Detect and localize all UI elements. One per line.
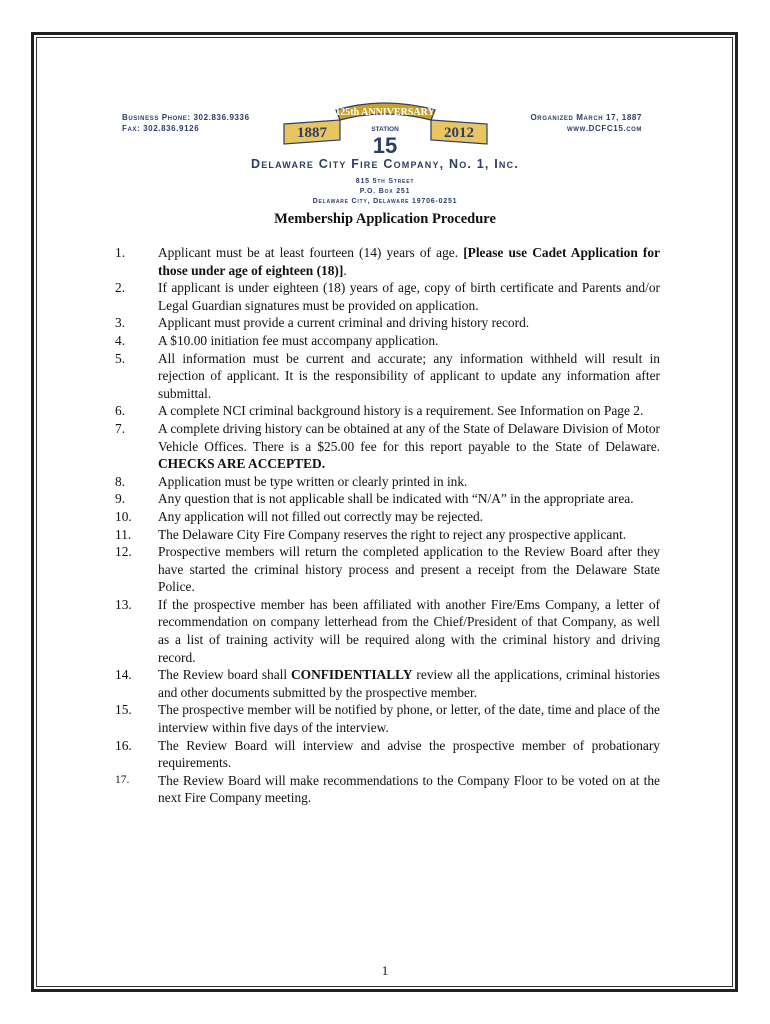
business-phone: Business Phone: 302.836.9336 bbox=[122, 113, 250, 122]
procedure-number: 12. bbox=[115, 544, 132, 560]
procedure-item bbox=[115, 526, 660, 544]
document-title: Membership Application Procedure bbox=[274, 211, 496, 227]
procedure-text: All information must be current and accurate; any information withheld will result in rejection of applicant. It is the responsibility of applicant to update any information after submittal. bbox=[158, 350, 660, 401]
procedure-text: If the prospective member has been affiliated with another Fire/Ems Company, a letter of recommendation on company letterhead from the Chief/President of that Company, as well as a list of training activity will be required along with the criminal history and driving record. bbox=[158, 596, 660, 665]
procedure-number: 5. bbox=[115, 350, 126, 366]
procedure-text: . bbox=[343, 262, 347, 278]
procedure-number: 2. bbox=[115, 280, 126, 296]
organization-block bbox=[530, 112, 642, 134]
address-po-box: P.O. Box 251 bbox=[359, 188, 411, 195]
procedure-number: 4. bbox=[115, 332, 126, 348]
procedure-item bbox=[115, 596, 660, 666]
procedure-text: A $10.00 initiation fee must accompany application. bbox=[158, 332, 439, 348]
procedure-item bbox=[115, 420, 660, 473]
procedure-item bbox=[115, 332, 660, 350]
procedure-item bbox=[115, 508, 660, 526]
procedure-item bbox=[115, 666, 660, 701]
procedure-item bbox=[115, 350, 660, 403]
procedure-text: A complete NCI criminal background history is a requirement. See Information on Page 2. bbox=[158, 403, 644, 419]
page-number: 1 bbox=[381, 963, 389, 978]
procedure-text: Any question that is not applicable shall be indicated with “N/A” in the appropriate area. bbox=[158, 491, 634, 507]
company-name: Delaware City Fire Company, No. 1, Inc. bbox=[250, 157, 520, 171]
procedure-item bbox=[115, 402, 660, 420]
procedure-item bbox=[115, 737, 660, 772]
anniversary-logo bbox=[278, 100, 493, 156]
procedure-item bbox=[115, 314, 660, 332]
procedure-text: review all the applications, criminal histories and other documents submitted by the prospective member. bbox=[158, 667, 660, 700]
procedure-item bbox=[115, 490, 660, 508]
procedure-number: 10. bbox=[115, 508, 132, 524]
procedure-number: 6. bbox=[115, 403, 126, 419]
procedure-text: If applicant is under eighteen (18) years of age, copy of birth certificate and Parents and/or Legal Guardian signatures must be provided on application. bbox=[158, 280, 660, 313]
procedure-item bbox=[115, 543, 660, 596]
procedure-item bbox=[115, 244, 660, 279]
contact-block bbox=[122, 112, 250, 134]
procedure-number: 8. bbox=[115, 473, 126, 489]
procedure-text: Any application will not filled out correctly may be rejected. bbox=[158, 508, 483, 524]
procedure-number: 9. bbox=[115, 491, 126, 507]
procedure-text: The prospective member will be notified by phone, or letter, of the date, time and place of the interview within five days of the interview. bbox=[158, 702, 660, 736]
procedure-number: 16. bbox=[115, 737, 132, 753]
station-number: 15 bbox=[372, 133, 398, 156]
procedure-text: The Review Board will interview and advise the prospective member of probationary requirements. bbox=[158, 737, 660, 771]
address-city: Delaware City, Delaware 19706-0251 bbox=[312, 198, 458, 205]
procedure-item bbox=[115, 279, 660, 314]
procedure-item bbox=[115, 772, 660, 807]
fax-number: Fax: 302.836.9126 bbox=[122, 124, 200, 133]
procedure-text: The Review Board will make recommendations to the Company Floor to be voted on at the next Fire Company meeting. bbox=[158, 772, 660, 806]
procedure-text-bold: [Please use Cadet Application for those under age of eighteen (18)] bbox=[158, 245, 660, 278]
organized-date: Organized March 17, 1887 bbox=[530, 113, 642, 122]
procedure-number: 11. bbox=[115, 526, 132, 542]
procedure-text: A complete driving history can be obtained at any of the State of Delaware Division of Motor Vehicle Offices. There is a $25.00 fee for this report payable to the State of Delaware. bbox=[158, 420, 660, 454]
anniversary-text: 125th ANNIVERSARY bbox=[335, 107, 435, 118]
procedure-item bbox=[115, 473, 660, 491]
procedure-text: Prospective members will return the completed application to the Review Board after they have started the criminal history process and present a receipt from the Delaware State Police. bbox=[158, 544, 660, 595]
procedure-number: 13. bbox=[115, 596, 132, 612]
station-label: STATION bbox=[371, 126, 399, 133]
procedure-number: 15. bbox=[115, 702, 132, 718]
procedure-number: 1. bbox=[115, 245, 126, 260]
website: www.DCFC15.com bbox=[567, 124, 642, 133]
procedure-number: 3. bbox=[115, 315, 126, 331]
procedure-text-bold: CHECKS ARE ACCEPTED. bbox=[158, 456, 326, 472]
procedure-item bbox=[115, 701, 660, 736]
procedure-text: The Review board shall bbox=[158, 667, 291, 683]
letterhead bbox=[110, 100, 660, 210]
procedure-text: Applicant must provide a current criminal and driving history record. bbox=[158, 315, 530, 331]
procedure-text: The Delaware City Fire Company reserves the right to reject any prospective applicant. bbox=[158, 526, 627, 542]
address-street: 815 5th Street bbox=[355, 178, 415, 185]
procedure-number: 7. bbox=[115, 420, 126, 436]
procedure-text-bold: CONFIDENTIALLY bbox=[291, 667, 413, 683]
year-start-text: 1887 bbox=[297, 125, 327, 141]
procedure-list bbox=[115, 244, 660, 807]
procedure-number: 17. bbox=[115, 773, 130, 786]
procedure-text: Application must be type written or clearly printed in ink. bbox=[158, 473, 468, 489]
year-end-text: 2012 bbox=[444, 125, 474, 141]
procedure-number: 14. bbox=[115, 667, 132, 683]
procedure-text: Applicant must be at least fourteen (14) years of age. bbox=[158, 245, 464, 260]
